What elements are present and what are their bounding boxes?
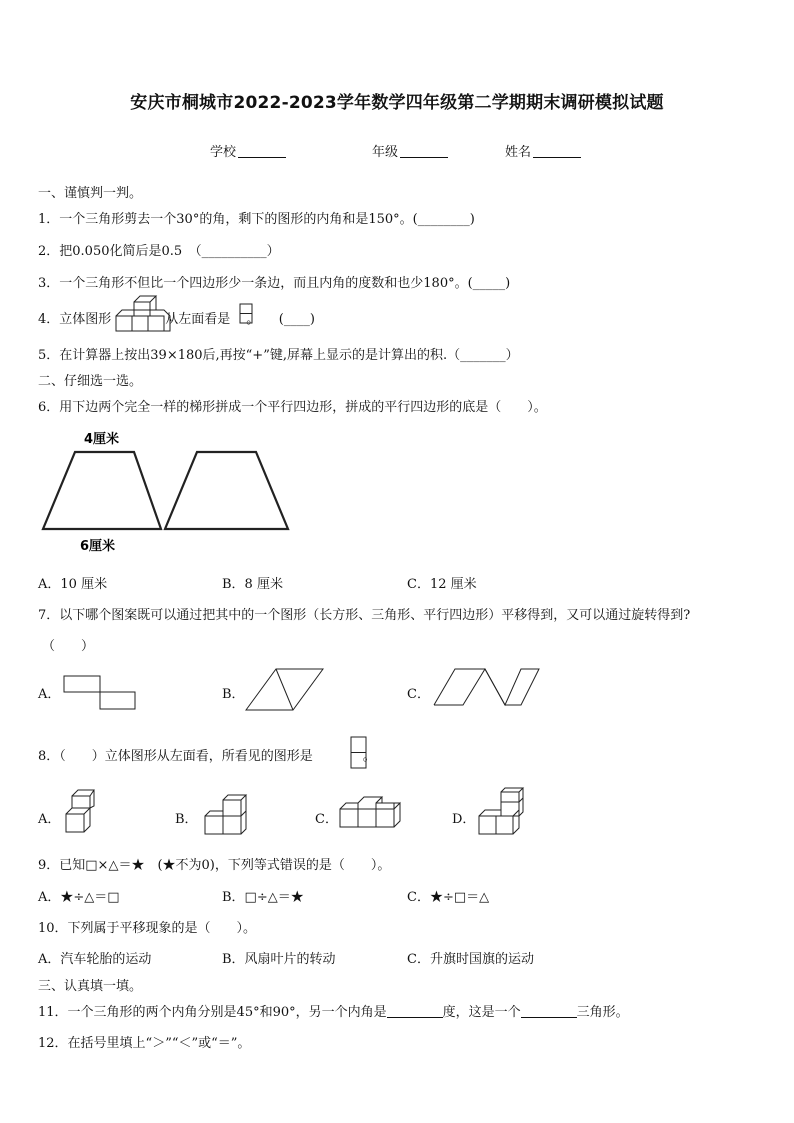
question-4-prefix: 4．立体图形 xyxy=(38,312,112,327)
q4-solid-figure xyxy=(114,298,174,332)
question-8-suffix: 。 xyxy=(362,749,376,764)
question-6: 6．用下边两个完全一样的梯形拼成一个平行四边形，拼成的平行四边形的底是（ ）。 xyxy=(38,400,547,415)
q4-left-view xyxy=(239,303,255,325)
section-3-heading: 三、认真填一填。 xyxy=(38,979,143,994)
grade-blank xyxy=(400,145,448,158)
q6-bottom-label: 6厘米 xyxy=(80,539,116,554)
question-7-paren: （ ） xyxy=(42,639,95,654)
q7-option-a-figure xyxy=(63,675,137,711)
q9-option-b[interactable]: B．□÷△＝★ xyxy=(222,890,304,905)
page-title: 安庆市桐城市2022-2023学年数学四年级第二学期期末调研模拟试题 xyxy=(130,93,664,113)
question-12: 12．在括号里填上“＞”“＜”或“＝”。 xyxy=(38,1036,251,1051)
q8-option-d[interactable]: D． xyxy=(452,812,476,827)
q10-option-b[interactable]: B．风扇叶片的转动 xyxy=(222,952,336,967)
q8-option-a-figure xyxy=(62,788,96,836)
q10-option-a[interactable]: A．汽车轮胎的运动 xyxy=(38,952,152,967)
question-11-blank-1[interactable] xyxy=(387,1005,443,1018)
question-3: 3．一个三角形不但比一个四边形少一条边，而且内角的度数和也少180°。(_____) xyxy=(38,276,511,291)
q6-option-c[interactable]: C．12 厘米 xyxy=(407,577,477,592)
question-10: 10．下列属于平移现象的是（ ）。 xyxy=(38,921,257,936)
question-4 xyxy=(38,308,315,327)
q8-left-view xyxy=(350,736,370,770)
q7-option-b-figure xyxy=(245,668,325,712)
question-5: 5．在计算器上按出39×180后,再按“+”键,屏幕上显示的是计算出的积.（_______） xyxy=(38,348,519,363)
q7-option-a[interactable]: A． xyxy=(38,687,61,702)
section-2-heading: 二、仔细选一选。 xyxy=(38,374,143,389)
question-11 xyxy=(38,1001,629,1020)
grade-label: 年级 xyxy=(372,145,399,160)
q7-option-c[interactable]: C． xyxy=(407,687,430,702)
question-2: 2．把0.050化简后是0.5 （__________） xyxy=(38,244,280,259)
q8-option-b-figure xyxy=(202,792,248,836)
q9-option-c[interactable]: C．★÷□＝△ xyxy=(407,890,490,905)
q8-option-b[interactable]: B． xyxy=(175,812,198,827)
name-blank xyxy=(533,145,581,158)
question-1: 1．一个三角形剪去一个30°的角，剩下的图形的内角和是150°。(________) xyxy=(38,212,475,227)
q6-option-a[interactable]: A．10 厘米 xyxy=(38,577,108,592)
q10-option-c[interactable]: C．升旗时国旗的运动 xyxy=(407,952,534,967)
question-4-middle: 从左面看是 xyxy=(165,312,231,327)
grade-field xyxy=(372,141,448,160)
question-11-part-b: 度，这是一个 xyxy=(442,1005,521,1020)
school-blank xyxy=(238,145,286,158)
question-11-blank-2[interactable] xyxy=(521,1005,577,1018)
q6-option-b[interactable]: B．8 厘米 xyxy=(222,577,283,592)
question-7: 7．以下哪个图案既可以通过把其中的一个图形（长方形、三角形、平行四边形）平移得到，又可以通过旋转得到? xyxy=(38,608,691,623)
q6-trapezoid-1 xyxy=(43,452,161,529)
q8-option-a[interactable]: A． xyxy=(38,812,61,827)
question-8 xyxy=(38,745,376,764)
question-8-text: 8．（ ）立体图形从左面看，所看见的图形是 xyxy=(38,749,313,764)
q6-trapezoid-2 xyxy=(165,452,288,529)
q6-top-label: 4厘米 xyxy=(84,432,120,447)
question-11-part-c: 三角形。 xyxy=(576,1005,629,1020)
school-label: 学校 xyxy=(210,145,237,160)
q8-option-d-figure xyxy=(477,786,527,838)
question-11-part-a: 11．一个三角形的两个内角分别是45°和90°，另一个内角是 xyxy=(38,1005,387,1020)
q9-option-a[interactable]: A．★÷△＝□ xyxy=(38,890,120,905)
name-field xyxy=(505,141,581,160)
section-1-heading: 一、谨慎判一判。 xyxy=(38,186,143,201)
q7-option-b[interactable]: B． xyxy=(222,687,245,702)
q7-option-c-figure xyxy=(433,668,543,708)
q8-option-c-figure xyxy=(338,797,404,831)
q8-option-c[interactable]: C． xyxy=(315,812,338,827)
school-field xyxy=(210,141,286,160)
q6-trapezoids xyxy=(38,425,338,555)
question-9: 9．已知□×△＝★ (★不为0)，下列等式错误的是（ ）。 xyxy=(38,858,391,873)
name-label: 姓名 xyxy=(505,145,532,160)
question-4-suffix: 。 (____) xyxy=(246,312,315,327)
